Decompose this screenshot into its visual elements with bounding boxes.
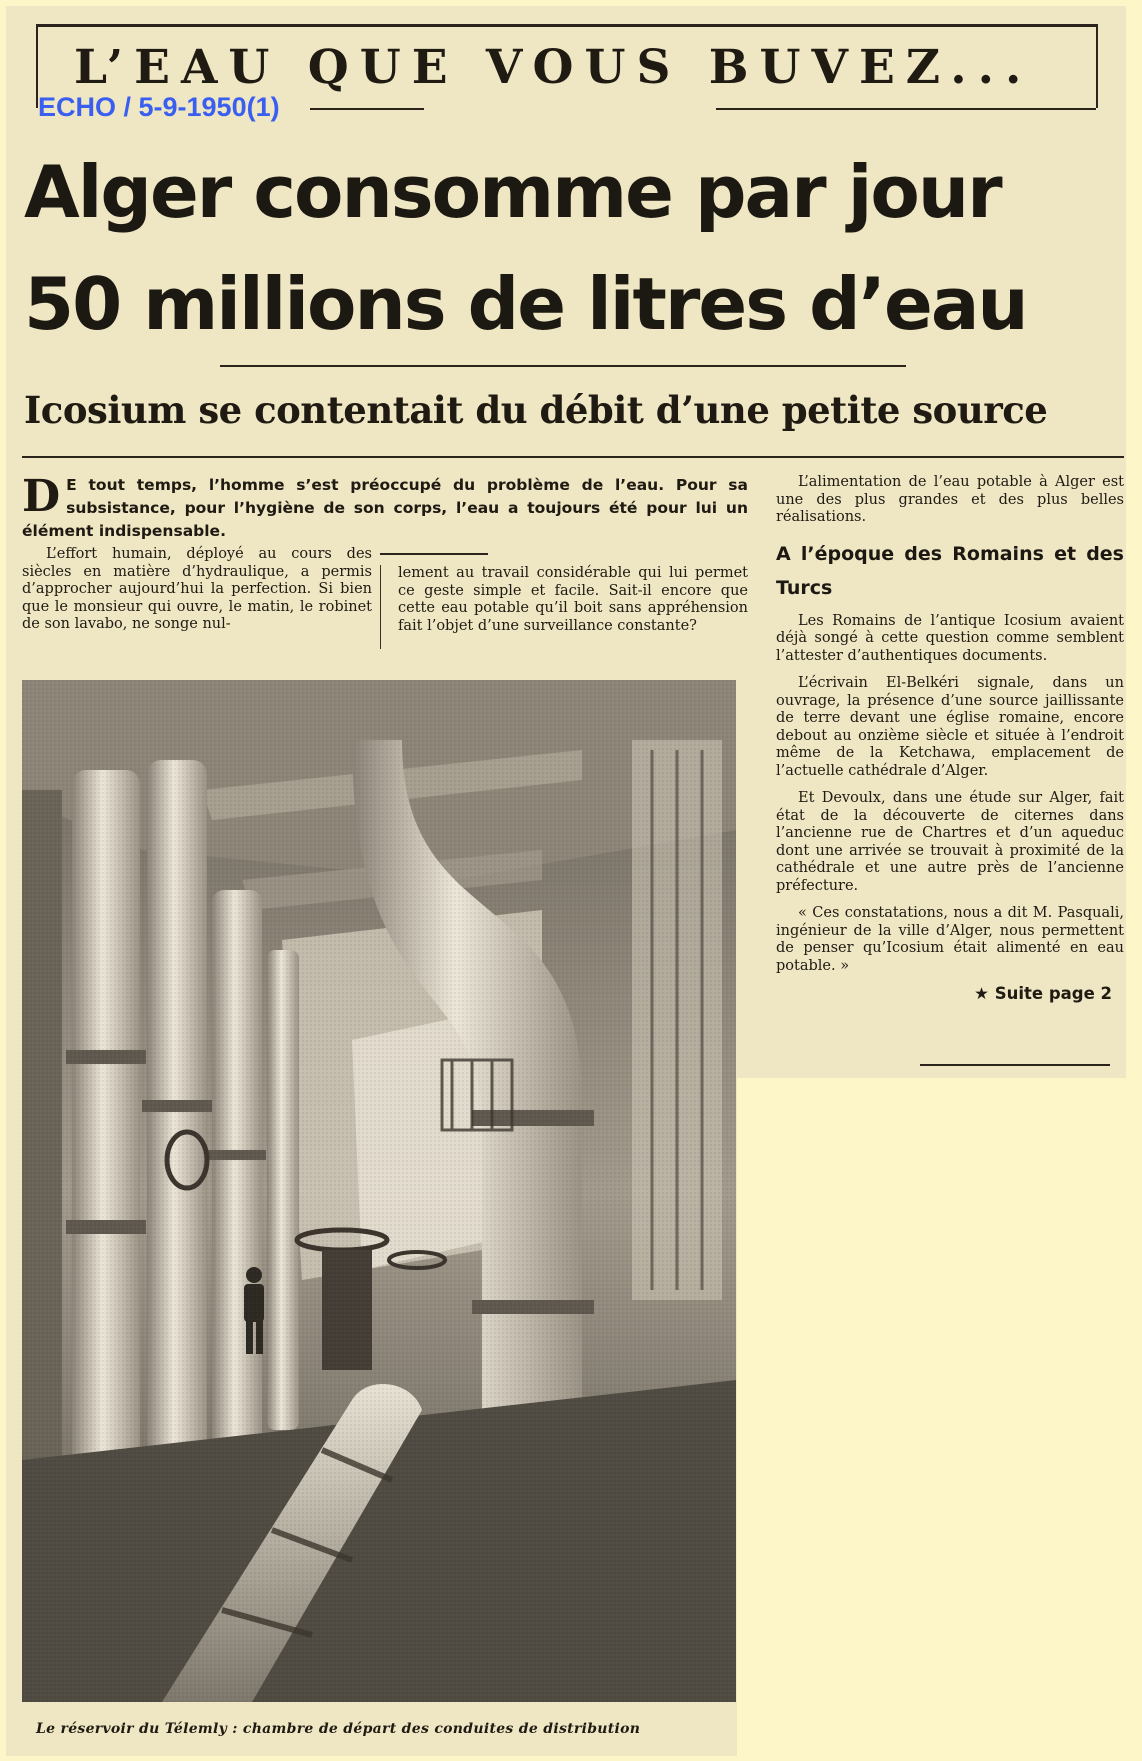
kicker-rule-right: [716, 108, 1096, 110]
subheadline-rule: [22, 456, 1124, 458]
continued-on-page: ★ Suite page 2: [974, 984, 1112, 1003]
subheadline: Icosium se contentait du débit d’une petite source: [24, 388, 1048, 432]
article-column-2: [398, 565, 748, 635]
kicker-rule-left: [310, 108, 424, 110]
column-3-paragraph-2: L’écrivain El-Belkéri signale, dans un ouvrage, la présence d’une source jaillissante de terre devant une église romaine, encore debout au onzième siècle et située à l’endroit même de la Ketchawa, emplacement de l’actuelle cathédrale d’Alger.: [776, 675, 1124, 779]
continued-rule: [920, 1064, 1110, 1066]
kicker-title: L’EAU QUE VOUS BUVEZ...: [74, 40, 1033, 95]
column-3-paragraph-3: Et Devoulx, dans une étude sur Alger, fait état de la découverte de citernes dans l’ancienne rue de Chartres et d’un aqueduc dont une arrivée se trouvait à proximité de la cathédrale et une autre près de l’ancienne préfecture.: [776, 790, 1124, 894]
lead-text: E tout temps, l’homme s’est préoccupé du problème de l’eau. Pour sa subsistance, pour l’hygiène de son corps, l’eau a toujours été pour lui un élément indispensable.: [22, 476, 748, 540]
article-column-3: [776, 474, 1124, 1003]
column-1-paragraph: L’effort humain, déployé au cours des siècles en matière d’hydraulique, a permis d’approcher aujourd’hui la perfection. Si bien que le monsieur qui ouvre, le matin, le robinet de son lavabo, ne songe nul-: [22, 546, 372, 632]
drop-cap: D: [22, 471, 61, 522]
headline-rule: [220, 365, 906, 367]
headline-line-1: Alger consomme par jour: [24, 150, 1001, 234]
blank-corner: [737, 1078, 1132, 1761]
column-3-paragraph-1: Les Romains de l’antique Icosium avaient déjà songé à cette question comme semblent l’attester d’authentiques documents.: [776, 612, 1124, 664]
reservoir-photo: [22, 680, 736, 1702]
column-2-paragraph: lement au travail considérable qui lui permet ce geste simple et facile. Sait-il encore que cette eau potable qu’il boit sans appréhension fait l’objet d’une surveillance constante?: [398, 565, 748, 634]
column-divider: [380, 565, 381, 649]
photo-caption: Le réservoir du Télemly : chambre de départ des conduites de distribution: [36, 1721, 641, 1737]
source-annotation: ECHO / 5-9-1950(1): [38, 92, 280, 122]
section-heading: A l’époque des Romains et des Turcs: [776, 542, 1124, 599]
column-3-intro: L’alimentation de l’eau potable à Alger est une des plus grandes et des plus belles réalisations.: [776, 474, 1124, 525]
headline-line-2: 50 millions de litres d’eau: [24, 262, 1027, 346]
column-3-paragraph-4: « Ces constatations, nous a dit M. Pasquali, ingénieur de la ville d’Alger, nous permettent de penser qu’Icosium était alimenté en eau potable. »: [776, 905, 1124, 974]
lead-paragraph: [22, 471, 748, 543]
article-column-1: [22, 546, 372, 634]
column-rule: [380, 553, 488, 555]
